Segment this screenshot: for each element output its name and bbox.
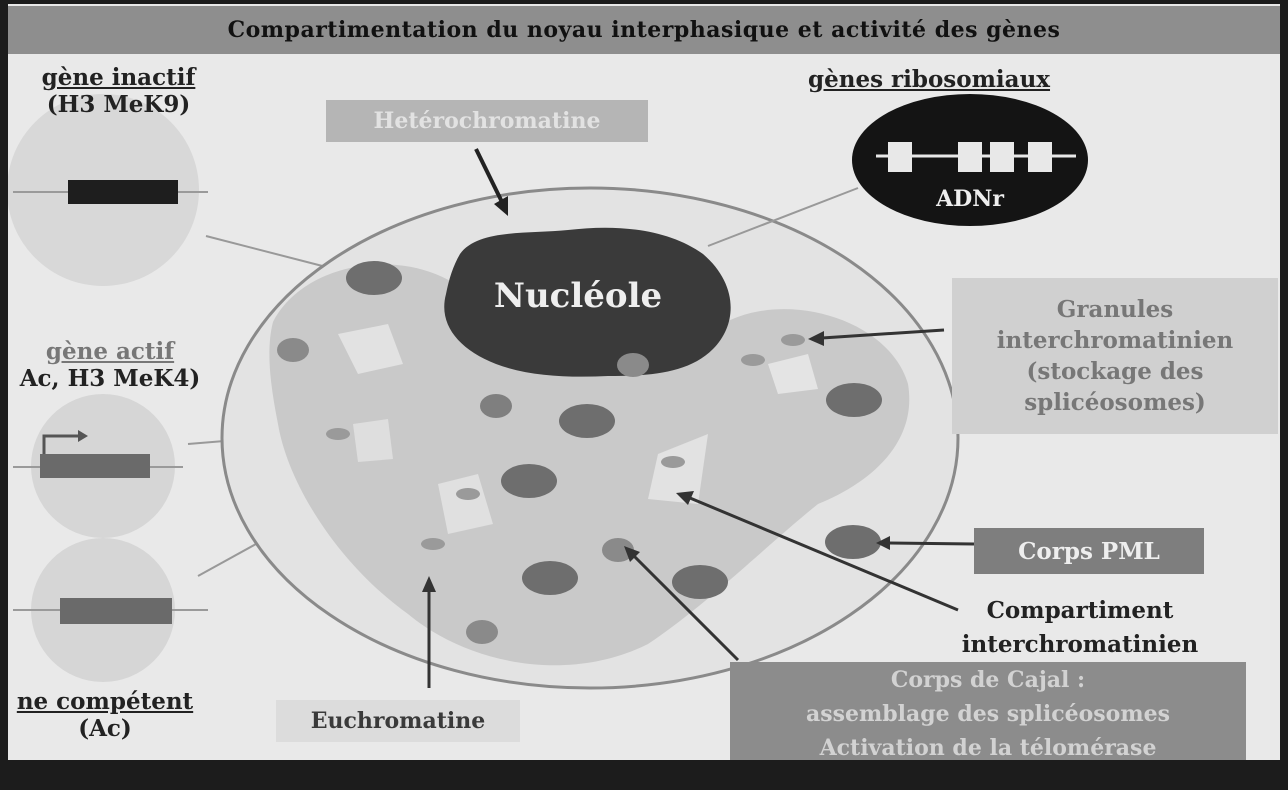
compartiment-label: Compartiment interchromatinien — [961, 597, 1199, 658]
gene-competent-mark: (Ac) — [78, 715, 132, 742]
granules-box: Granules interchromatinien (stockage des splicéosomes) — [952, 278, 1278, 434]
granule — [421, 538, 445, 550]
gene-inactive-block — [68, 180, 178, 204]
nuclear-spot — [522, 561, 578, 595]
nuclear-spot — [480, 394, 512, 418]
gene-inactive-mark: (H3 MeK9) — [46, 91, 191, 118]
euchromatine-box: Euchromatine — [276, 700, 520, 742]
nuclear-spot — [826, 383, 882, 417]
granule — [326, 428, 350, 440]
nuclear-spot — [672, 565, 728, 599]
nuclear-spot — [346, 261, 402, 295]
gene-active-mark: Ac, H3 MeK4) — [19, 365, 201, 392]
pml-body — [825, 525, 881, 559]
gene-inactive-label — [26, 64, 211, 118]
nuclear-spot — [501, 464, 557, 498]
nuclear-spot — [617, 353, 649, 377]
adnr-label: ADNr — [936, 186, 1004, 212]
nuclear-spot — [559, 404, 615, 438]
nucleole-label: Nucléole — [493, 276, 663, 316]
nuclear-spot — [466, 620, 498, 644]
heterochromatine-box: Hetérochromatine — [326, 100, 648, 142]
ribosomal-genes-label: gènes ribosomiaux — [808, 66, 1051, 93]
pml-box: Corps PML — [974, 528, 1204, 574]
cajal-box: Corps de Cajal : assemblage des splicéosomes Activation de la télomérase — [730, 662, 1246, 760]
pml-arrow — [888, 543, 974, 544]
gene-competent-block — [60, 598, 172, 624]
nuclear-spot — [277, 338, 309, 362]
granule — [741, 354, 765, 366]
gene-active-name: gène actif — [45, 338, 175, 365]
gene-active-label — [8, 338, 220, 392]
granule — [781, 334, 805, 346]
slide-title: Compartimentation du noyau interphasique et activité des gènes — [227, 17, 1061, 43]
gene-competent-name: ne compétent — [16, 688, 194, 715]
gene-competent-label — [8, 688, 210, 742]
gene-active-block — [40, 454, 150, 478]
heterochromatine-arrow — [476, 149, 502, 202]
granule — [661, 456, 685, 468]
slide — [8, 4, 1280, 760]
granule — [456, 488, 480, 500]
gene-inactive-name: gène inactif — [41, 64, 196, 91]
